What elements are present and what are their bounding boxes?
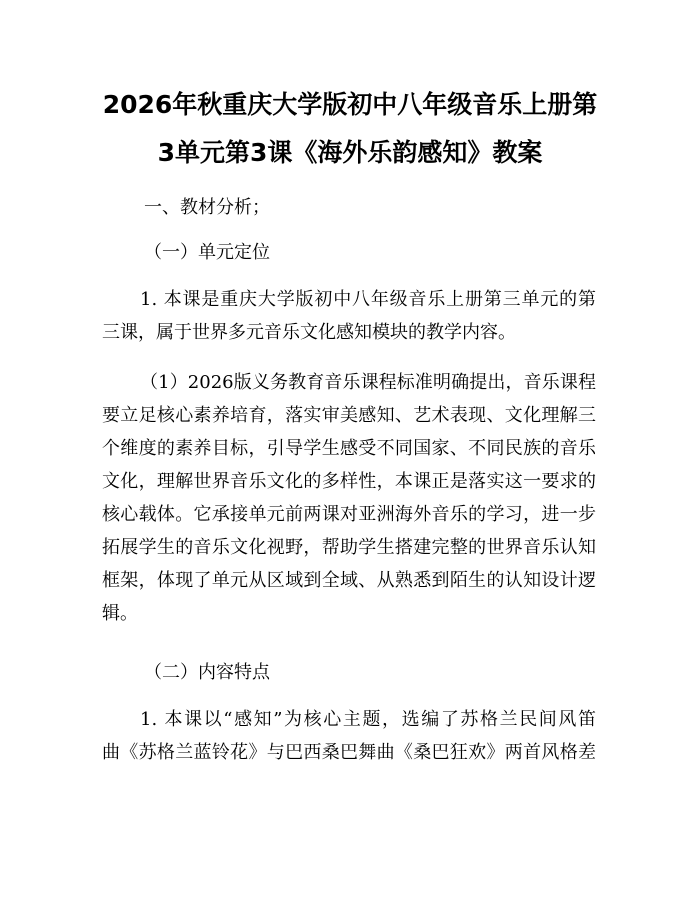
paragraph-2-line-8: 辑。 [102, 603, 138, 624]
document-title-line-1: 2026年秋重庆大学版初中八年级音乐上册第 [102, 90, 598, 119]
paragraph-2-line-5: 核心载体。它承接单元前两课对亚洲海外音乐的学习，进一步 [102, 504, 596, 525]
section-heading-teaching-material-analysis: 一、教材分析； [144, 197, 270, 218]
paragraph-2-line-3: 个维度的素养目标，引导学生感受不同国家、不同民族的音乐 [102, 438, 596, 459]
paragraph-3-line-2: 曲《苏格兰蓝铃花》与巴西桑巴舞曲《桑巴狂欢》两首风格差 [102, 742, 596, 763]
subsection-heading-content-features: （二）内容特点 [144, 662, 270, 683]
paragraph-2-line-6: 拓展学生的音乐文化视野，帮助学生搭建完整的世界音乐认知 [102, 537, 596, 558]
paragraph-2-line-4: 文化，理解世界音乐文化的多样性，本课正是落实这一要求的 [102, 471, 596, 492]
paragraph-1-line-1: 1. 本课是重庆大学版初中八年级音乐上册第三单元的第 [140, 289, 596, 310]
subsection-heading-unit-positioning: （一）单元定位 [144, 242, 270, 263]
paragraph-2-line-7: 框架，体现了单元从区域到全域、从熟悉到陌生的认知设计逻 [102, 570, 596, 591]
document-title-line-2: 3单元第3课《海外乐韵感知》教案 [157, 138, 543, 167]
paragraph-3-line-1: 1. 本课以“感知”为核心主题，选编了苏格兰民间风笛 [140, 709, 596, 730]
paragraph-1-line-2: 三课，属于世界多元音乐文化感知模块的教学内容。 [102, 322, 516, 343]
paragraph-2-line-2: 要立足核心素养培育，落实审美感知、艺术表现、文化理解三 [102, 405, 596, 426]
paragraph-2-line-1: （1）2026版义务教育音乐课程标准明确提出，音乐课程 [140, 372, 596, 393]
